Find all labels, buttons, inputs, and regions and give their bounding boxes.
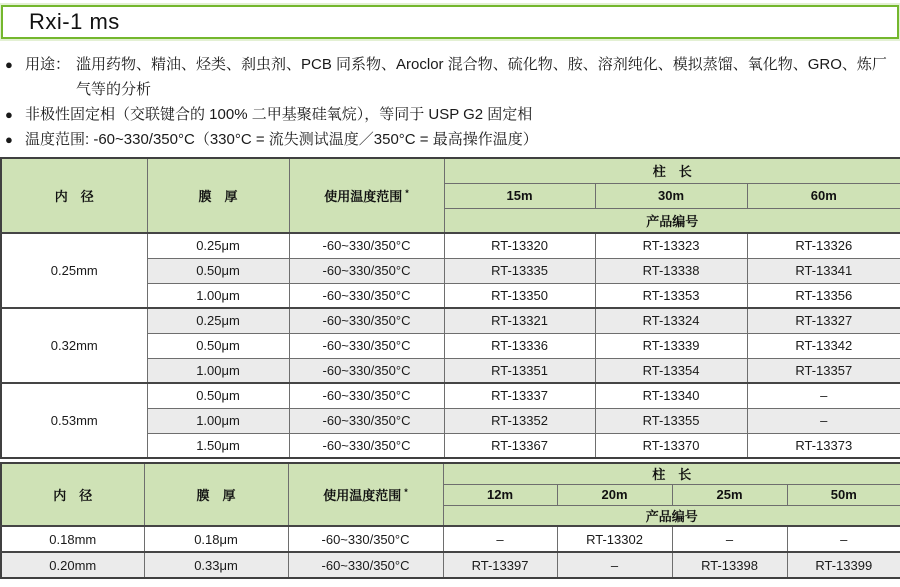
length-header: 12m [443,484,557,505]
inner-diameter-cell: 0.32mm [1,308,147,383]
col-header-inner-diameter: 内 径 [1,463,144,526]
temp-range-cell: -60~330/350°C [289,408,444,433]
product-number-cell: RT-13337 [444,383,595,408]
temp-range-label: 使用温度范围 [323,488,402,503]
product-number-cell: – [747,408,900,433]
bullet-icon: ● [5,107,13,122]
film-thickness-cell: 0.25μm [147,233,289,258]
length-header: 50m [787,484,900,505]
bullet-item-temp-range [5,127,900,152]
length-header: 20m [557,484,672,505]
product-number-cell: RT-13352 [444,408,595,433]
bullet-text: 温度范围: -60~330/350°C（330°C = 流失测试温度／350°C = 最高操作温度） [25,131,538,148]
film-thickness-cell: 0.50μm [147,333,289,358]
product-number-cell: – [747,383,900,408]
table-row [1,383,900,408]
product-number-cell: RT-13335 [444,258,595,283]
bullet-text: 滥用药物、精油、烃类、刹虫剂、PCB 同系物、Aroclor 混合物、硫化物、胺、溶剂纯化、模拟蒸馏、氧化物、GRO、炼厂气等的分析 [76,56,887,98]
product-number-cell: RT-13339 [595,333,747,358]
film-thickness-cell: 0.50μm [147,383,289,408]
length-header: 15m [444,183,595,208]
product-number-cell: RT-13353 [595,283,747,308]
film-thickness-cell: 1.00μm [147,283,289,308]
product-number-cell: RT-13398 [672,552,787,578]
spec-table-body [1,526,900,578]
bullet-label: 用途： [25,56,71,73]
product-number-cell: RT-13351 [444,358,595,383]
film-thickness-cell: 0.50μm [147,258,289,283]
product-number-cell: RT-13355 [595,408,747,433]
temp-range-cell: -60~330/350°C [289,433,444,458]
product-number-cell: RT-13356 [747,283,900,308]
bullet-item-phase [5,102,900,127]
col-header-temp-range [289,158,444,233]
film-thickness-cell: 0.25μm [147,308,289,333]
inner-diameter-cell: 0.53mm [1,383,147,458]
length-header: 60m [747,183,900,208]
product-number-cell: RT-13350 [444,283,595,308]
product-number-cell: RT-13320 [444,233,595,258]
product-number-cell: RT-13326 [747,233,900,258]
col-header-column-length: 柱 长 [444,158,900,183]
inner-diameter-cell: 0.20mm [1,552,144,578]
length-header: 30m [595,183,747,208]
col-header-inner-diameter: 内 径 [1,158,147,233]
temp-range-cell: -60~330/350°C [289,283,444,308]
spec-table-secondary [0,462,900,579]
col-header-temp-range [288,463,443,526]
page-title-box [1,5,899,39]
col-header-product-number: 产品编号 [444,208,900,233]
footnote-asterisk: * [405,187,409,198]
table-row [1,233,900,258]
product-number-cell: RT-13354 [595,358,747,383]
bullet-text: 非极性固定相（交联键合的 100% 二甲基聚硅氧烷），等同于 USP G2 固定相 [25,106,533,123]
table-row [1,526,900,552]
product-number-cell: RT-13342 [747,333,900,358]
temp-range-label: 使用温度范围 [324,189,403,204]
bullet-item-uses [5,52,900,102]
temp-range-cell: -60~330/350°C [288,552,443,578]
film-thickness-cell: 0.18μm [144,526,288,552]
temp-range-cell: -60~330/350°C [289,383,444,408]
product-number-cell: – [443,526,557,552]
table-row [1,308,900,333]
temp-range-cell: -60~330/350°C [289,308,444,333]
product-number-cell: RT-13370 [595,433,747,458]
col-header-product-number: 产品编号 [443,505,900,526]
description-bullets [5,52,900,152]
inner-diameter-cell: 0.18mm [1,526,144,552]
bullet-icon: ● [5,57,13,72]
temp-range-cell: -60~330/350°C [289,333,444,358]
film-thickness-cell: 1.50μm [147,433,289,458]
product-number-cell: RT-13340 [595,383,747,408]
product-number-cell: RT-13336 [444,333,595,358]
product-number-cell: – [672,526,787,552]
film-thickness-cell: 1.00μm [147,358,289,383]
footnote-asterisk: * [404,486,408,497]
product-number-cell: – [557,552,672,578]
spec-table-body [1,233,900,458]
product-number-cell: RT-13324 [595,308,747,333]
page-title: Rxi-1 ms [29,9,120,34]
length-header: 25m [672,484,787,505]
inner-diameter-cell: 0.25mm [1,233,147,308]
film-thickness-cell: 1.00μm [147,408,289,433]
product-number-cell: RT-13323 [595,233,747,258]
temp-range-cell: -60~330/350°C [289,258,444,283]
temp-range-cell: -60~330/350°C [289,233,444,258]
product-number-cell: RT-13397 [443,552,557,578]
product-number-cell: RT-13327 [747,308,900,333]
temp-range-cell: -60~330/350°C [289,358,444,383]
product-number-cell: RT-13357 [747,358,900,383]
film-thickness-cell: 0.33μm [144,552,288,578]
product-number-cell: RT-13321 [444,308,595,333]
product-number-cell: – [787,526,900,552]
product-number-cell: RT-13338 [595,258,747,283]
product-number-cell: RT-13341 [747,258,900,283]
product-number-cell: RT-13399 [787,552,900,578]
product-number-cell: RT-13373 [747,433,900,458]
product-number-cell: RT-13302 [557,526,672,552]
temp-range-cell: -60~330/350°C [288,526,443,552]
col-header-column-length: 柱 长 [443,463,900,484]
bullet-icon: ● [5,132,13,147]
col-header-film-thickness: 膜 厚 [144,463,288,526]
product-number-cell: RT-13367 [444,433,595,458]
spec-table-primary [0,157,900,459]
table-row [1,552,900,578]
col-header-film-thickness: 膜 厚 [147,158,289,233]
